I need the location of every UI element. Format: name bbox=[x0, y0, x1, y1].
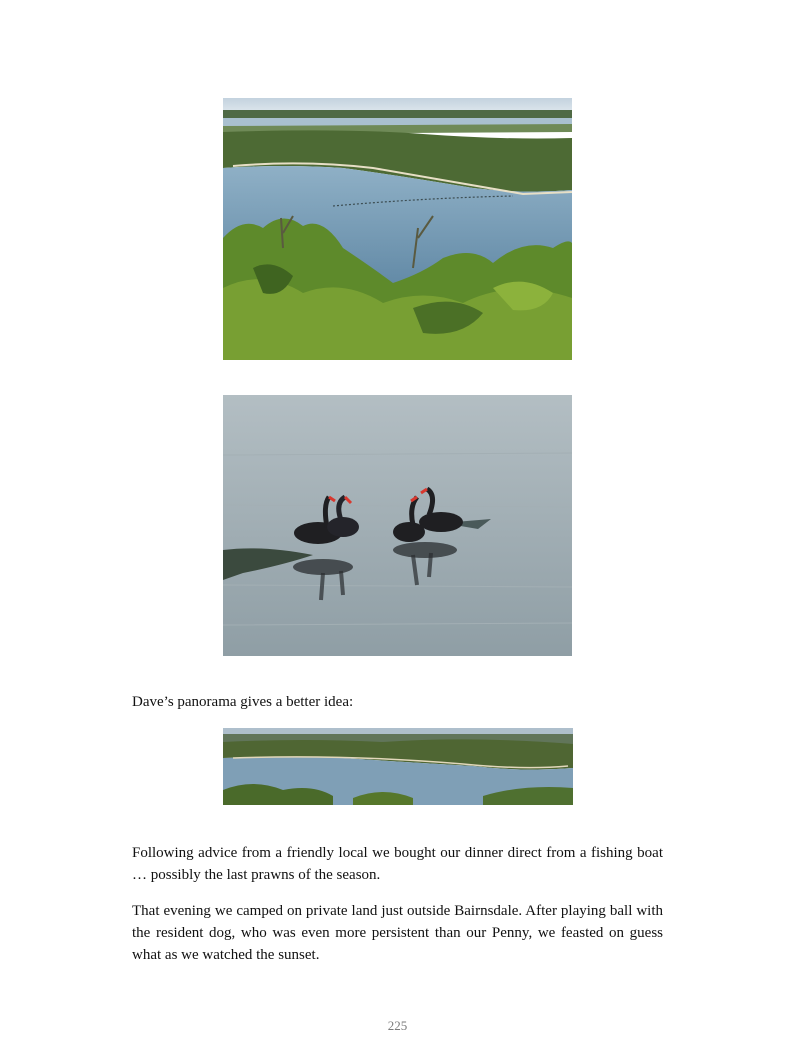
paragraph-evening: That evening we camped on private land just outside Bairnsdale. After playing ball with the resident dog, who was even more persistent than our Penny, we feasted on guess what as we watched the sunset. bbox=[132, 903, 663, 963]
black-swans-photo bbox=[223, 395, 572, 656]
lagoon-photo-graphic bbox=[223, 98, 572, 360]
paragraph-dinner: Following advice from a friendly local we bought our dinner direct from a fishing boat … possibly the last prawns of the season. bbox=[132, 845, 663, 883]
lagoon-photo bbox=[223, 98, 572, 360]
panorama-photo bbox=[223, 728, 573, 805]
panorama-graphic bbox=[223, 728, 573, 805]
panorama-caption: Dave’s panorama gives a better idea: bbox=[132, 694, 354, 710]
page-number: 225 bbox=[387, 1018, 408, 1033]
black-swans-graphic bbox=[223, 395, 572, 656]
